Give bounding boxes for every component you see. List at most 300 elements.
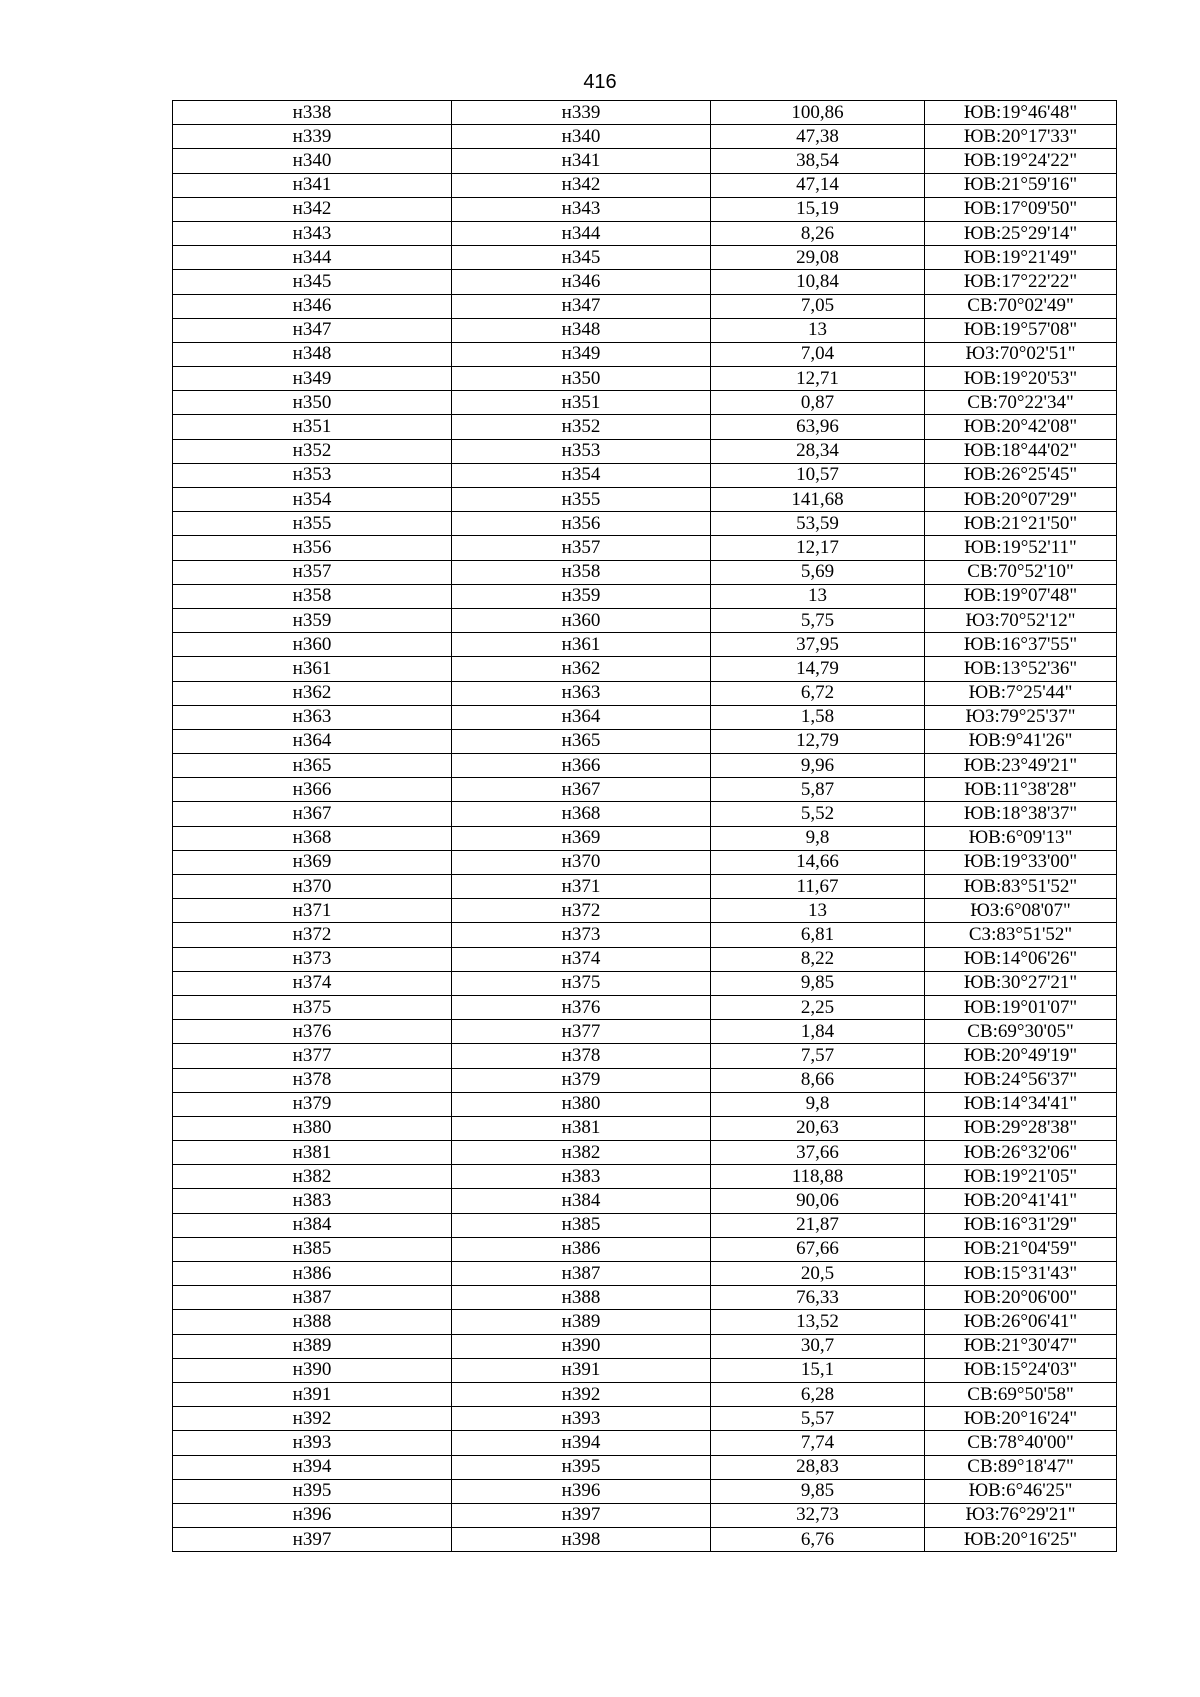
cell-bearing: ЮВ:26°06'41" [925,1310,1117,1334]
table-row [173,391,1117,415]
cell-distance: 53,59 [711,512,925,536]
cell-point-from: н397 [173,1528,452,1552]
cell-bearing: ЮВ:19°07'48" [925,584,1117,608]
table-row [173,1431,1117,1455]
cell-point-to: н364 [452,705,711,729]
cell-distance: 5,87 [711,778,925,802]
cell-point-from: н364 [173,729,452,753]
table-row [173,705,1117,729]
cell-point-to: н352 [452,415,711,439]
table-row [173,1092,1117,1116]
table-row [173,1213,1117,1237]
cell-point-to: н396 [452,1479,711,1503]
cell-point-to: н367 [452,778,711,802]
cell-bearing: СВ:89°18'47" [925,1455,1117,1479]
cell-distance: 9,8 [711,826,925,850]
table-row [173,1358,1117,1382]
table-row [173,197,1117,221]
cell-distance: 14,79 [711,657,925,681]
table-row [173,1407,1117,1431]
cell-bearing: ЮВ:11°38'28" [925,778,1117,802]
table-row [173,681,1117,705]
table-row [173,536,1117,560]
table-row [173,1310,1117,1334]
cell-bearing: ЮВ:13°52'36" [925,657,1117,681]
cell-point-from: н383 [173,1189,452,1213]
cell-bearing: ЮВ:17°09'50" [925,197,1117,221]
cell-bearing: ЮВ:19°33'00" [925,850,1117,874]
cell-bearing: СВ:70°02'49" [925,294,1117,318]
cell-point-to: н380 [452,1092,711,1116]
cell-bearing: ЮВ:21°04'59" [925,1237,1117,1261]
table-row [173,802,1117,826]
cell-bearing: ЮВ:21°21'50" [925,512,1117,536]
cell-point-from: н380 [173,1116,452,1140]
cell-bearing: ЮВ:19°24'22" [925,149,1117,173]
cell-bearing: ЮВ:14°06'26" [925,947,1117,971]
table-row [173,778,1117,802]
cell-point-from: н352 [173,439,452,463]
cell-point-from: н353 [173,463,452,487]
cell-bearing: ЮВ:18°44'02" [925,439,1117,463]
table-row [173,1141,1117,1165]
cell-point-to: н355 [452,488,711,512]
table-row [173,1455,1117,1479]
cell-bearing: ЮВ:20°17'33" [925,125,1117,149]
cell-bearing: ЮВ:19°52'11" [925,536,1117,560]
cell-bearing: СВ:70°22'34" [925,391,1117,415]
cell-bearing: ЮВ:19°57'08" [925,318,1117,342]
cell-point-from: н396 [173,1503,452,1527]
table-row [173,463,1117,487]
cell-bearing: ЮВ:9°41'26" [925,729,1117,753]
cell-point-from: н359 [173,608,452,632]
cell-bearing: ЮВ:25°29'14" [925,221,1117,245]
cell-bearing: ЮВ:21°30'47" [925,1334,1117,1358]
cell-point-from: н342 [173,197,452,221]
cell-point-to: н374 [452,947,711,971]
cell-distance: 6,76 [711,1528,925,1552]
table-row [173,221,1117,245]
cell-bearing: ЮВ:20°41'41" [925,1189,1117,1213]
cell-bearing: ЮЗ:70°02'51" [925,342,1117,366]
cell-point-to: н393 [452,1407,711,1431]
table-row [173,1382,1117,1406]
cell-point-to: н358 [452,560,711,584]
cell-distance: 7,05 [711,294,925,318]
cell-distance: 5,75 [711,608,925,632]
cell-distance: 7,57 [711,1044,925,1068]
cell-point-to: н346 [452,270,711,294]
cell-point-to: н376 [452,995,711,1019]
cell-distance: 20,63 [711,1116,925,1140]
cell-bearing: СВ:69°30'05" [925,1020,1117,1044]
cell-bearing: ЮЗ:6°08'07" [925,899,1117,923]
cell-distance: 21,87 [711,1213,925,1237]
cell-point-to: н379 [452,1068,711,1092]
cell-point-from: н363 [173,705,452,729]
cell-distance: 90,06 [711,1189,925,1213]
table-row [173,1165,1117,1189]
cell-point-from: н348 [173,342,452,366]
cell-point-from: н357 [173,560,452,584]
cell-bearing: ЮВ:18°38'37" [925,802,1117,826]
cell-point-to: н377 [452,1020,711,1044]
cell-distance: 38,54 [711,149,925,173]
table-row [173,1189,1117,1213]
cell-point-to: н368 [452,802,711,826]
cell-point-from: н386 [173,1262,452,1286]
cell-bearing: ЮВ:21°59'16" [925,173,1117,197]
cell-point-from: н350 [173,391,452,415]
table-row [173,439,1117,463]
cell-point-to: н347 [452,294,711,318]
cell-distance: 10,84 [711,270,925,294]
cell-point-to: н362 [452,657,711,681]
cell-point-from: н382 [173,1165,452,1189]
cell-point-to: н340 [452,125,711,149]
table-row [173,270,1117,294]
cell-point-from: н387 [173,1286,452,1310]
cell-point-to: н348 [452,318,711,342]
cell-point-to: н361 [452,633,711,657]
cell-bearing: ЮВ:20°07'29" [925,488,1117,512]
cell-distance: 141,68 [711,488,925,512]
cell-point-to: н351 [452,391,711,415]
cell-point-to: н383 [452,1165,711,1189]
cell-distance: 9,96 [711,754,925,778]
cell-distance: 1,58 [711,705,925,729]
cell-bearing: ЮВ:6°46'25" [925,1479,1117,1503]
cell-point-to: н378 [452,1044,711,1068]
cell-bearing: ЮВ:15°31'43" [925,1262,1117,1286]
table-row [173,512,1117,536]
boundary-table [172,100,1117,1552]
table-row [173,1068,1117,1092]
cell-bearing: ЮВ:26°32'06" [925,1141,1117,1165]
cell-bearing: ЮВ:14°34'41" [925,1092,1117,1116]
cell-point-from: н347 [173,318,452,342]
cell-bearing: ЮЗ:76°29'21" [925,1503,1117,1527]
cell-distance: 28,34 [711,439,925,463]
table-row [173,149,1117,173]
table-row [173,995,1117,1019]
cell-point-from: н340 [173,149,452,173]
table-row [173,947,1117,971]
cell-distance: 12,17 [711,536,925,560]
table-row [173,125,1117,149]
cell-distance: 47,14 [711,173,925,197]
cell-distance: 28,83 [711,1455,925,1479]
cell-point-from: н361 [173,657,452,681]
table-row [173,246,1117,270]
cell-distance: 14,66 [711,850,925,874]
cell-point-from: н366 [173,778,452,802]
table-row [173,488,1117,512]
cell-point-to: н390 [452,1334,711,1358]
cell-distance: 8,26 [711,221,925,245]
cell-bearing: ЮВ:23°49'21" [925,754,1117,778]
table-row [173,657,1117,681]
table-row [173,729,1117,753]
cell-bearing: ЮВ:6°09'13" [925,826,1117,850]
cell-bearing: ЮВ:19°21'05" [925,1165,1117,1189]
cell-point-from: н373 [173,947,452,971]
cell-distance: 37,95 [711,633,925,657]
cell-point-from: н372 [173,923,452,947]
cell-point-to: н353 [452,439,711,463]
cell-point-to: н354 [452,463,711,487]
cell-distance: 100,86 [711,101,925,125]
cell-bearing: ЮВ:20°16'24" [925,1407,1117,1431]
cell-bearing: ЮВ:83°51'52" [925,875,1117,899]
cell-point-from: н365 [173,754,452,778]
table-row [173,1044,1117,1068]
table-row [173,560,1117,584]
cell-point-from: н358 [173,584,452,608]
cell-distance: 12,71 [711,367,925,391]
cell-point-to: н349 [452,342,711,366]
cell-point-from: н384 [173,1213,452,1237]
cell-point-to: н372 [452,899,711,923]
cell-point-from: н344 [173,246,452,270]
table-row [173,367,1117,391]
cell-distance: 6,81 [711,923,925,947]
cell-bearing: ЮВ:16°37'55" [925,633,1117,657]
cell-distance: 20,5 [711,1262,925,1286]
cell-point-to: н339 [452,101,711,125]
cell-point-to: н394 [452,1431,711,1455]
cell-point-to: н370 [452,850,711,874]
cell-bearing: СВ:78°40'00" [925,1431,1117,1455]
cell-point-to: н389 [452,1310,711,1334]
cell-point-to: н398 [452,1528,711,1552]
cell-distance: 0,87 [711,391,925,415]
table-row [173,1116,1117,1140]
table-row [173,342,1117,366]
cell-distance: 10,57 [711,463,925,487]
cell-point-from: н376 [173,1020,452,1044]
table-row [173,875,1117,899]
cell-point-to: н381 [452,1116,711,1140]
table-row [173,1528,1117,1552]
cell-distance: 6,28 [711,1382,925,1406]
cell-distance: 9,8 [711,1092,925,1116]
cell-distance: 5,69 [711,560,925,584]
cell-point-to: н350 [452,367,711,391]
cell-point-from: н345 [173,270,452,294]
cell-point-to: н343 [452,197,711,221]
cell-distance: 5,52 [711,802,925,826]
cell-point-to: н359 [452,584,711,608]
cell-distance: 9,85 [711,971,925,995]
cell-bearing: СЗ:83°51'52" [925,923,1117,947]
cell-point-from: н356 [173,536,452,560]
table-row [173,633,1117,657]
cell-point-from: н395 [173,1479,452,1503]
cell-point-to: н369 [452,826,711,850]
cell-distance: 30,7 [711,1334,925,1358]
table-row [173,1334,1117,1358]
cell-distance: 76,33 [711,1286,925,1310]
table-row [173,971,1117,995]
cell-point-to: н388 [452,1286,711,1310]
cell-bearing: ЮВ:16°31'29" [925,1213,1117,1237]
table-row [173,608,1117,632]
table-row [173,899,1117,923]
cell-point-from: н367 [173,802,452,826]
cell-bearing: ЮВ:26°25'45" [925,463,1117,487]
table-row [173,850,1117,874]
cell-point-to: н391 [452,1358,711,1382]
table-row [173,101,1117,125]
cell-point-from: н374 [173,971,452,995]
cell-distance: 7,74 [711,1431,925,1455]
cell-distance: 118,88 [711,1165,925,1189]
cell-bearing: ЮВ:20°16'25" [925,1528,1117,1552]
cell-bearing: ЮВ:20°06'00" [925,1286,1117,1310]
cell-point-from: н379 [173,1092,452,1116]
cell-point-from: н346 [173,294,452,318]
cell-point-from: н369 [173,850,452,874]
cell-distance: 15,19 [711,197,925,221]
cell-distance: 8,66 [711,1068,925,1092]
cell-bearing: ЮЗ:79°25'37" [925,705,1117,729]
cell-distance: 47,38 [711,125,925,149]
cell-bearing: СВ:69°50'58" [925,1382,1117,1406]
cell-point-from: н385 [173,1237,452,1261]
cell-point-to: н371 [452,875,711,899]
cell-point-from: н341 [173,173,452,197]
cell-point-to: н363 [452,681,711,705]
cell-point-from: н375 [173,995,452,1019]
cell-distance: 9,85 [711,1479,925,1503]
cell-point-from: н338 [173,101,452,125]
cell-point-to: н356 [452,512,711,536]
cell-point-from: н393 [173,1431,452,1455]
cell-point-to: н386 [452,1237,711,1261]
cell-bearing: ЮВ:19°21'49" [925,246,1117,270]
table-row [173,1479,1117,1503]
cell-bearing: ЮВ:29°28'38" [925,1116,1117,1140]
table-row [173,415,1117,439]
table-row [173,923,1117,947]
table-row [173,1237,1117,1261]
cell-point-to: н384 [452,1189,711,1213]
cell-distance: 37,66 [711,1141,925,1165]
cell-point-to: н365 [452,729,711,753]
cell-distance: 5,57 [711,1407,925,1431]
cell-point-from: н388 [173,1310,452,1334]
table-row [173,1020,1117,1044]
table-row [173,1262,1117,1286]
cell-point-from: н381 [173,1141,452,1165]
cell-distance: 32,73 [711,1503,925,1527]
cell-bearing: ЮВ:19°20'53" [925,367,1117,391]
cell-bearing: ЮВ:24°56'37" [925,1068,1117,1092]
cell-point-to: н345 [452,246,711,270]
cell-point-to: н375 [452,971,711,995]
cell-bearing: ЮВ:7°25'44" [925,681,1117,705]
cell-bearing: ЮВ:20°42'08" [925,415,1117,439]
table-row [173,1286,1117,1310]
table-row [173,584,1117,608]
cell-point-from: н389 [173,1334,452,1358]
cell-point-to: н385 [452,1213,711,1237]
cell-point-to: н387 [452,1262,711,1286]
cell-point-to: н366 [452,754,711,778]
cell-bearing: СВ:70°52'10" [925,560,1117,584]
cell-point-from: н349 [173,367,452,391]
cell-distance: 63,96 [711,415,925,439]
cell-distance: 11,67 [711,875,925,899]
cell-point-from: н392 [173,1407,452,1431]
table-row [173,1503,1117,1527]
cell-bearing: ЮЗ:70°52'12" [925,608,1117,632]
cell-distance: 13 [711,584,925,608]
cell-point-from: н370 [173,875,452,899]
cell-bearing: ЮВ:20°49'19" [925,1044,1117,1068]
table-row [173,318,1117,342]
cell-point-to: н392 [452,1382,711,1406]
cell-point-to: н357 [452,536,711,560]
cell-point-from: н377 [173,1044,452,1068]
cell-point-to: н341 [452,149,711,173]
table-row [173,754,1117,778]
cell-point-from: н355 [173,512,452,536]
cell-bearing: ЮВ:19°46'48" [925,101,1117,125]
cell-bearing: ЮВ:17°22'22" [925,270,1117,294]
cell-distance: 8,22 [711,947,925,971]
cell-distance: 15,1 [711,1358,925,1382]
cell-distance: 2,25 [711,995,925,1019]
page-number: 416 [583,71,617,93]
table-row [173,294,1117,318]
cell-distance: 29,08 [711,246,925,270]
cell-point-from: н351 [173,415,452,439]
cell-point-to: н397 [452,1503,711,1527]
boundary-table-body [173,101,1117,1552]
cell-bearing: ЮВ:19°01'07" [925,995,1117,1019]
cell-distance: 67,66 [711,1237,925,1261]
cell-point-from: н391 [173,1382,452,1406]
cell-distance: 13,52 [711,1310,925,1334]
cell-point-to: н373 [452,923,711,947]
cell-distance: 13 [711,318,925,342]
cell-distance: 7,04 [711,342,925,366]
cell-bearing: ЮВ:30°27'21" [925,971,1117,995]
cell-point-from: н362 [173,681,452,705]
cell-point-to: н382 [452,1141,711,1165]
cell-point-from: н339 [173,125,452,149]
cell-point-from: н360 [173,633,452,657]
cell-distance: 12,79 [711,729,925,753]
cell-bearing: ЮВ:15°24'03" [925,1358,1117,1382]
cell-point-to: н342 [452,173,711,197]
cell-point-from: н354 [173,488,452,512]
cell-point-from: н371 [173,899,452,923]
cell-point-to: н344 [452,221,711,245]
cell-point-from: н378 [173,1068,452,1092]
cell-point-from: н394 [173,1455,452,1479]
cell-point-to: н395 [452,1455,711,1479]
cell-point-from: н343 [173,221,452,245]
cell-distance: 13 [711,899,925,923]
cell-distance: 1,84 [711,1020,925,1044]
table-row [173,173,1117,197]
cell-point-to: н360 [452,608,711,632]
cell-point-from: н390 [173,1358,452,1382]
